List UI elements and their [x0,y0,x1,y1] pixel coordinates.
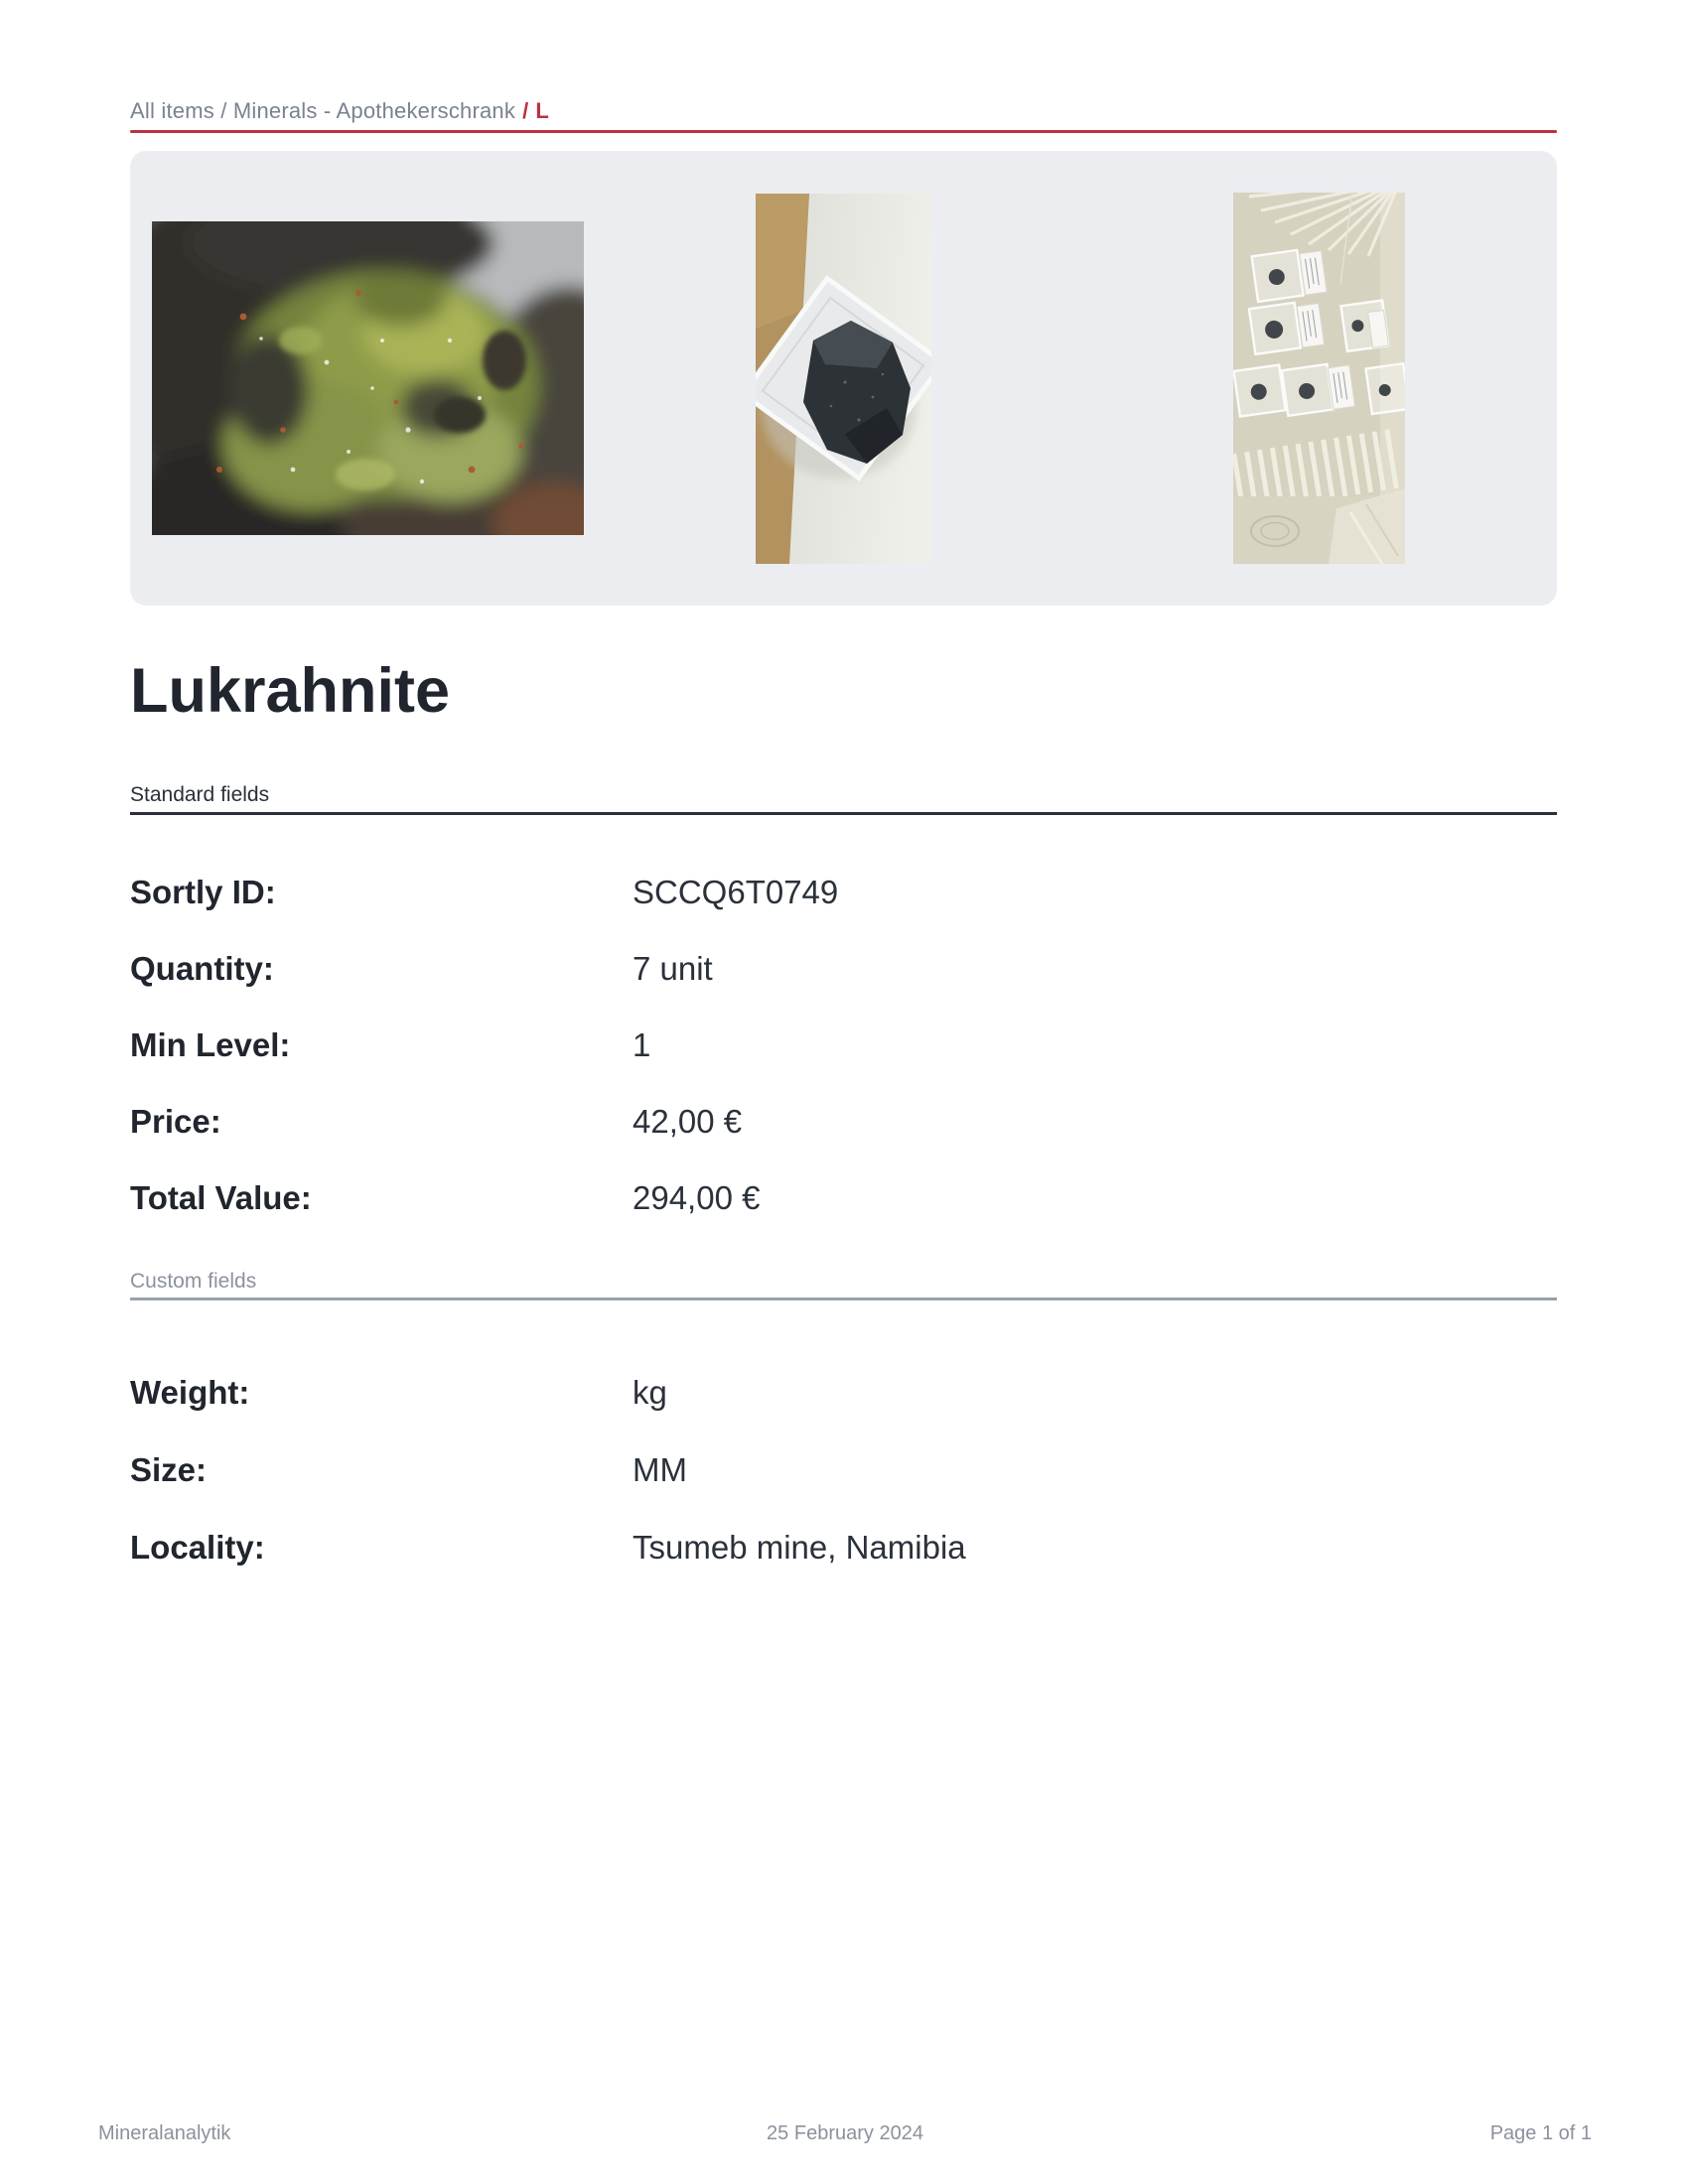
section-rule-custom [130,1297,1557,1300]
field-row-min-level [130,1025,1557,1065]
gallery-slot-3 [1081,151,1557,606]
field-value: 7 unit [633,950,713,987]
field-value: Tsumeb mine, Namibia [633,1529,966,1566]
gallery-slot-2 [606,151,1081,606]
field-value: kg [633,1374,667,1411]
field-label: Quantity: [130,950,274,987]
field-row-total-value [130,1178,1557,1218]
field-value: MM [633,1451,687,1488]
field-label: Sortly ID: [130,874,276,910]
cabinet-shelf-photo [1233,193,1405,564]
field-label: Locality: [130,1529,265,1566]
section-label-custom-fields: Custom fields [130,1270,257,1293]
section-rule-standard [130,812,1557,815]
breadcrumb-current: L [535,98,550,123]
field-label: Price: [130,1103,221,1140]
field-row-size [130,1450,1557,1490]
field-row-sortly-id [130,873,1557,912]
standard-fields-list [130,873,1557,1255]
field-label: Weight: [130,1374,250,1411]
gallery-slot-1 [130,151,606,606]
field-value: 42,00 € [633,1103,743,1140]
breadcrumb-rule [130,130,1557,133]
breadcrumb-separator: / [522,98,529,123]
footer-page-number: Page 1 of 1 [1489,2121,1592,2144]
footer-company: Mineralanalytik [98,2121,231,2144]
field-row-weight [130,1373,1557,1413]
page-footer [98,2120,1592,2146]
field-row-locality [130,1528,1557,1568]
image-gallery [130,151,1557,606]
specimen-on-tray-photo [756,194,931,564]
footer-date: 25 February 2024 [767,2121,923,2144]
custom-fields-list [130,1373,1557,1605]
field-row-price [130,1102,1557,1142]
field-label: Total Value: [130,1179,312,1216]
breadcrumb [130,98,549,124]
green-mineral-macro-photo [152,221,584,535]
field-row-quantity [130,949,1557,989]
field-value: 294,00 € [633,1179,761,1216]
breadcrumb-path: All items / Minerals - Apothekerschrank [130,98,516,123]
field-label: Size: [130,1451,208,1488]
item-title: Lukrahnite [130,656,451,726]
section-label-standard-fields: Standard fields [130,783,270,806]
field-label: Min Level: [130,1026,291,1063]
field-value: SCCQ6T0749 [633,874,839,910]
field-value: 1 [633,1026,651,1063]
